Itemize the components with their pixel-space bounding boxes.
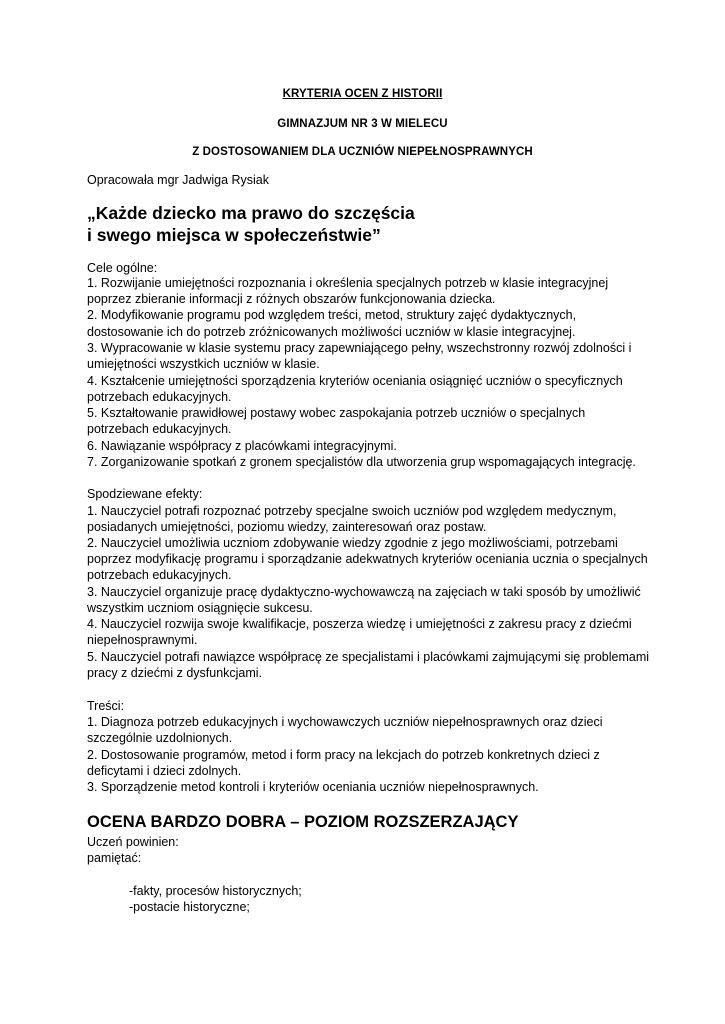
contents-line: 2. Dostosowanie programów, metod i form pracy na lekcjach do potrzeb konkretnych dzieci z bbox=[87, 748, 600, 762]
effects-line: 3. Nauczyciel organizuje pracę dydaktyczno-wychowawczą na zajęciach w taki sposób by umożliwić bbox=[87, 585, 641, 599]
goals-line: dostosowanie ich do potrzeb zróżnicowanych możliwości uczniów w klasie integracyjnej. bbox=[87, 325, 576, 339]
grade-list-item: -postacie historyczne; bbox=[129, 900, 250, 914]
contents-line: deficytami i dzieci zdolnych. bbox=[87, 764, 242, 778]
goals-line: 3. Wypracowanie w klasie systemu pracy zapewniającego pełny, wszechstronny rozwój zdolności i bbox=[87, 341, 632, 355]
motto-line-1: „Każde dziecko ma prawo do szczęścia bbox=[87, 203, 415, 223]
goals-heading: Cele ogólne: bbox=[87, 261, 158, 275]
goals-line: 6. Nawiązanie współpracy z placówkami integracyjnymi. bbox=[87, 439, 397, 453]
grade-intro: Uczeń powinien: bbox=[87, 835, 179, 849]
author-line: Opracowała mgr Jadwiga Rysiak bbox=[87, 173, 270, 187]
goals-line: potrzebach edukacyjnych. bbox=[87, 390, 232, 404]
goals-line: 5. Kształtowanie prawidłowej postawy wobec zaspokajania potrzeb uczniów o specjalnych bbox=[87, 406, 586, 420]
effects-line: 5. Nauczyciel potrafi nawiązce współpracę ze specjalistami i placówkami zajmującymi się problemami bbox=[87, 650, 650, 664]
effects-line: pracy z dziećmi z dysfunkcjami. bbox=[87, 666, 263, 680]
effects-line: 2. Nauczyciel umożliwia uczniom zdobywanie wiedzy zgodnie z jego możliwościami, potrzebami bbox=[87, 536, 618, 550]
goals-line: umiejętności wszystkich uczniów w klasie. bbox=[87, 357, 320, 371]
contents-line: szczególnie uzdolnionych. bbox=[87, 731, 233, 745]
school-name: GIMNAZJUM NR 3 W MIELECU bbox=[277, 118, 448, 130]
goals-line: 1. Rozwijanie umiejętności rozpoznania i określenia specjalnych potrzeb w klasie integracyjnej bbox=[87, 276, 609, 290]
effects-heading: Spodziewane efekty: bbox=[87, 487, 203, 501]
grade-intro: pamiętać: bbox=[87, 851, 142, 865]
effects-line: wszystkim uczniom osiągnięcie sukcesu. bbox=[87, 601, 313, 615]
contents-heading: Treści: bbox=[87, 699, 125, 713]
goals-line: 7. Zorganizowanie spotkań z gronem specjalistów dla utworzenia grup wspomagających integrację. bbox=[87, 455, 636, 469]
effects-line: posiadanych umiejętności, poziomu wiedzy, zainteresowań oraz postaw. bbox=[87, 520, 487, 534]
goals-line: 4. Kształcenie umiejętności sporządzenia kryteriów oceniania osiągnięć uczniów o specyficznych bbox=[87, 374, 623, 388]
contents-line: 3. Sporządzenie metod kontroli i kryteriów oceniania uczniów niepełnosprawnych. bbox=[87, 780, 539, 794]
effects-line: 1. Nauczyciel potrafi rozpoznać potrzeby specjalne swoich uczniów pod względem medycznym, bbox=[87, 504, 617, 518]
goals-line: potrzebach edukacyjnych. bbox=[87, 422, 232, 436]
effects-line: poprzez modyfikację programu i sporządzanie adekwatnych kryteriów oceniania ucznia o specjalnych bbox=[87, 552, 648, 566]
grade-heading: OCENA BARDZO DOBRA – POZIOM ROZSZERZAJĄCY bbox=[87, 813, 519, 831]
effects-line: niepełnosprawnymi. bbox=[87, 633, 198, 647]
document-subtitle: Z DOSTOSOWANIEM DLA UCZNIÓW NIEPEŁNOSPRAWNYCH bbox=[192, 146, 533, 158]
effects-line: potrzebach edukacyjnych. bbox=[87, 568, 232, 582]
goals-line: poprzez zbieranie informacji z różnych obszarów funkcjonowania dziecka. bbox=[87, 292, 496, 306]
grade-list-item: -fakty, procesów historycznych; bbox=[129, 884, 302, 898]
document-title: KRYTERIA OCEN Z HISTORII bbox=[282, 88, 443, 100]
effects-line: 4. Nauczyciel rozwija swoje kwalifikacje, poszerza wiedzę i umiejętności z zakresu pracy z dziećmi bbox=[87, 617, 632, 631]
contents-line: 1. Diagnoza potrzeb edukacyjnych i wychowawczych uczniów niepełnosprawnych oraz dzieci bbox=[87, 715, 603, 729]
motto-line-2: i swego miejsca w społeczeństwie” bbox=[87, 225, 381, 245]
goals-line: 2. Modyfikowanie programu pod względem treści, metod, struktury zajęć dydaktycznych, bbox=[87, 308, 577, 322]
